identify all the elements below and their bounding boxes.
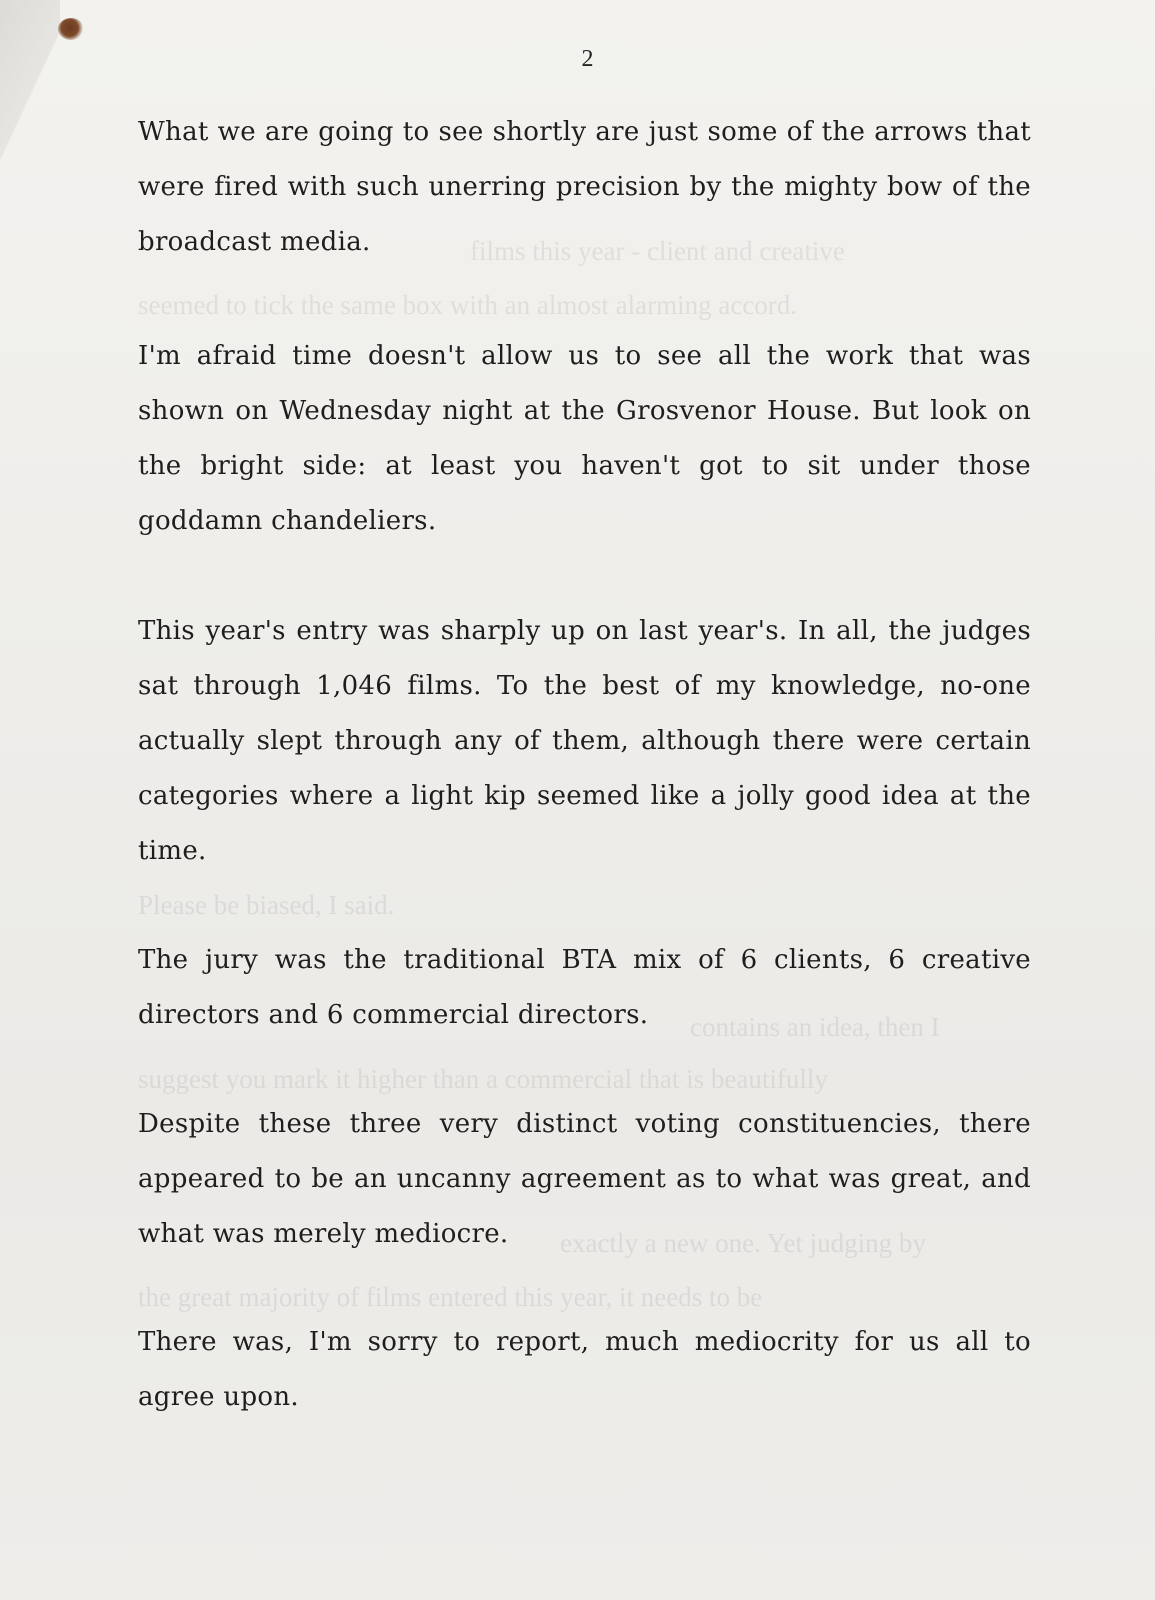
page-number: 2 xyxy=(581,46,594,72)
bleed-through-line: films this year - client and creative xyxy=(470,236,845,266)
bleed-through-line: seemed to tick the same box with an almost alarming accord. xyxy=(138,290,798,320)
paragraph-jury: The jury was the traditional BTA mix of 6 clients, 6 creative directors and 6 commercial directors. xyxy=(138,945,1031,1030)
page-corner-fold xyxy=(0,0,60,160)
bleed-through-line: suggest you mark it higher than a commercial that is beautifully xyxy=(138,1064,828,1094)
paragraph-grosvenor-house: I'm afraid time doesn't allow us to see all the work that was shown on Wednesday night at the Grosvenor House. But look on the bright side: at least you haven't got to sit under those goddamn chandeliers. xyxy=(138,341,1031,536)
bleed-through-line: the great majority of films entered this year, it needs to be xyxy=(138,1282,763,1312)
bleed-through-line: exactly a new one. Yet judging by xyxy=(560,1228,926,1258)
rust-staple-mark xyxy=(58,18,84,40)
paragraph-entry-numbers: This year's entry was sharply up on last year's. In all, the judges sat through 1,046 films. To the best of my knowledge, no-one actually slept through any of them, although there were certain categories where a light kip seemed like a jolly good idea at the time. xyxy=(138,616,1031,866)
paragraph-mediocrity: There was, I'm sorry to report, much mediocrity for us all to agree upon. xyxy=(138,1327,1031,1412)
paragraph-voting-constituencies: Despite these three very distinct voting constituencies, there appeared to be an uncanny agreement as to what was great, and what was merely mediocre. xyxy=(138,1109,1031,1249)
paragraph-arrows: What we are going to see shortly are just some of the arrows that were fired with such unerring precision by the mighty bow of the broadcast media. xyxy=(138,117,1031,257)
bleed-through-line: contains an idea, then I xyxy=(690,1012,940,1042)
bleed-through-line: Please be biased, I said. xyxy=(138,890,395,920)
